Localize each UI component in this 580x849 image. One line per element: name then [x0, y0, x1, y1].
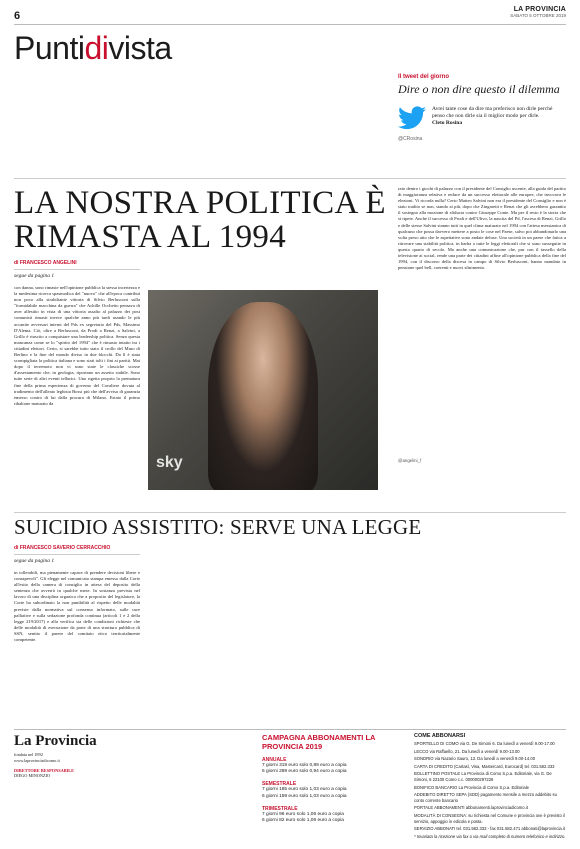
how-item: BONIFICO BANCARIO La Provincia di Como S.p.a. Editoriale: [414, 784, 529, 790]
article1-body-2: rato dentro i giochi di palazzo con il presidente del Consiglio uscente, alla guida del partito di maggioranza relativa e reduce da un successo elettorale alle europee, che invocava le elezioni. Vi ricorda nulla? Certo Matteo Salvini non era il presidente del Consiglio e non è stato tradito se non, stando ai più, dopo che Zingaretti e Renzi che gli avrebbero garantito il sostegno alla mozione di sfiducia contro Giuseppe Conte. Ma per il resto è la storia che si ripete. Anche il successo di Prodi e dell'Ulivo, la nascita del Pd, l'ascesa di Renzi, Grillo e delle stesse Salvini stanno tutti in quel clima maturato nel 1994 con l'attesa messianica di qualcuno che possa davvero mettere a posto le cose nel Paese, salvo poi abbandonarlo una volta preso atto che le aspettative sono andate deluse. Una società in un paese che fatica a ritrovare una stabilità politica, in barba a tutte le leggi elettorali che si sono susseguite in questo quarto di secolo. Ma anche una comunicazione che, pur con il tassello della televisione ai social, rende una parte dei cittadini affine all'opinione pubblica della fine del 1994, con il discorso della discesa in campo di Silvio Berlusconi, hanno mandato in pensione quel bell, coerenti e nuovi sfinimento.: [398, 186, 566, 271]
campaign-trimestrale-7: 7 giorni 96 euro solo 1,06 euro a copia: [262, 811, 344, 817]
article1-kicker: segue da pagina 1: [14, 273, 55, 279]
how-to-subscribe: [414, 733, 566, 839]
footer-divider: [14, 729, 566, 730]
how-title: COME ABBONARSI: [414, 733, 466, 739]
article2-headline: SUICIDIO ASSISTITO: SERVE UNA LEGGE: [14, 515, 422, 539]
footer-editor-label: DIRETTORE RESPONSABILE: [14, 767, 74, 773]
how-item: LECCO via Raffaello, 21. Da lunedì a venerdì 9.00-13.00: [414, 748, 520, 754]
paper-header: [510, 6, 566, 18]
campaign-trimestrale-6: 6 giorni 82 euro solo 1,06 euro a copia: [262, 818, 344, 824]
section-title-pre: Punti: [14, 30, 85, 66]
footer-site: www.laprovinciadicomo.it: [14, 757, 60, 763]
tweet-heading: Il tweet del giorno: [398, 74, 450, 80]
tweet-handle: @CRosina: [398, 136, 423, 142]
campaign-annuale-6: 6 giorni 289 euro solo 0,94 euro a copia: [262, 769, 347, 775]
footer-imprint: [14, 752, 144, 779]
campaign-annuale-7: 7 giorni 319 euro solo 0,89 euro a copia: [262, 763, 347, 768]
paper-date: SABATO 5 OTTOBRE 2019: [510, 13, 566, 18]
tweet-of-the-day: [398, 74, 566, 142]
campaign-trimestrale: TRIMESTRALE: [262, 805, 298, 812]
article1-byline: di FRANCESCO ANGELINI: [14, 260, 77, 266]
article1-col1: [14, 260, 140, 407]
how-item: SONDRIO via Nazario Sauro, 13. Da lunedì a venerdì 9.00-14.00: [414, 756, 536, 762]
page-number: 6: [14, 10, 21, 22]
article1-body-1: con danna, sono rimaste nell'opinione pubblica la stessa incertezza e la medesima ricerca spasmodica del "nuovo" che all'epoca contribuì non poco alla strabiliante vittoria di Silvio Berlusconi sulla "formidabile macchina da guerra" che Achille Occhetto pensava di aver allestito in vista di una vittoria assalto al palazzo dei post comunisti rimasti invece qualche anno più tardi usando le più accanite avversari interni del Pds ex segretario del Pds, Massimo D'Alema. Ciò, oltre a Berlusconi, da Prodi a Renzi, a Salvini, a Grillo è riuscito a conquistare una leadership politica. Senza questa mancanza come se lo "spirito del 1994" che è rimasto intatto tra i cittadini elettori. Certo, si sarebbe tutto stato il crollo del Muro di Berlino e la fine del mondo diviso in due blocchi. Da lì è stata scompigliata la politica italiana e sono stati tolti i fini ai partiti. Mai dopo il terremoto non vi sono state le classiche scosse d'assestamento che, in geologia, riportano un assetto stabile. Sono tutte serie di altri eventi tellurici. Uno rigetta proprio la prematura fine della prima esperienza di governo del Cavaliere dovuta al tradimento dell'alleato leghista Bossi più che dell'avviso di garanzia emesso contro di lui dalla procura di Milano. Estato il primo ribaltone maturato da: [14, 285, 140, 406]
article2-body-1: in tollerabili, ma pienamente capace di prendere decisioni libere e consapevoli". Gli elegge nel comunicato stampa emesso dalla Corte all'esito della camera di consiglio in attesa del deposito della sentenza che avverrà in qualche mese. In sostanza prevista nel lavoro di una disciplina organica che a proposito del legislatore, la Corte ha subordinato la non punibilità al rispetto delle modalità previste dalla normativa sul consenso informato, sulle cure palliative e sulla sedazione profonda continua (articoli 1 e 2 della legge 219/2017) e alla verifica sia delle condizioni richieste che delle modalità di esecuzione da parte di una struttura pubblica di SSN, sentito il parere del comitato etico territorialmente competente.: [14, 570, 140, 643]
divider: [14, 512, 566, 513]
tweet-body: [432, 106, 566, 130]
campaign-semestrale: SEMESTRALE: [262, 781, 297, 788]
how-item: PORTALE ABBONAMENTI abbonamenti.laprovinciadicomo.it: [414, 805, 528, 811]
campaign-semestrale-7: 7 giorni 185 euro solo 1,03 euro a copia: [262, 787, 347, 793]
section-title: [14, 32, 172, 64]
article2-kicker: segue da pagina 1: [14, 558, 55, 564]
article1-col4: [398, 186, 566, 271]
section-title-di: di: [84, 30, 109, 66]
how-note: * Invariata la ricezione via fax o via mail completo di numero telefonico e indirizzo.: [414, 833, 566, 839]
sky-logo: sky: [156, 454, 183, 471]
how-item: MODALITÀ DI CONSEGNA: su richiesta nel Comune e provincia ove è previsto il servizio, appoggio in edicola e posta.: [414, 812, 565, 824]
how-item: SPORTELLO DI COMO via G. De Simoni 6. Da lunedì a venerdì 9.00-17.00: [414, 741, 555, 746]
divider: [14, 178, 566, 179]
how-item: ADDEBITO DIRETTO SEPA (SDD) pagamento mensile a mezzo addebito su conto corrente bancario: [414, 792, 557, 803]
campaign-annuale: ANNUALE: [262, 757, 287, 763]
photo-figure: [208, 302, 318, 490]
article-photo: [148, 290, 378, 490]
footer-editor: DIEGO MINONZIO: [14, 773, 51, 779]
twitter-bird-icon: [398, 106, 426, 130]
caption-handle: @angelini_f: [398, 458, 422, 463]
top-divider: [14, 24, 566, 25]
how-item: CARTA DI CREDITO (Cartasì, Visa, Mastercard, Eurocard) tel. 031.582.333: [414, 763, 555, 769]
article2-col1: [14, 545, 140, 643]
section-title-post: vista: [108, 30, 172, 66]
how-item: BOLLETTINO POSTALE La Provincia di Como S.p.a. Editoriale, via G. De Simoni, 6 22100 Como c.c. 000000297226: [414, 771, 552, 782]
campaign-title: CAMPAGNA ABBONAMENTI LA PROVINCIA 2019: [262, 733, 376, 751]
article2-byline: di FRANCESCO SAVERIO CERRACCHIO: [14, 545, 111, 551]
tweet-text: Avrei tante cose da dire ma preferisco non dirle perché penso che non dirle sia il miglior modo per dirle.: [432, 106, 553, 119]
footer-masthead: La Provincia: [14, 733, 97, 749]
tweet-title: Dire o non dire questo il dilemma: [398, 82, 560, 96]
article1-headline: LA NOSTRA POLITICA È RIMASTA AL 1994: [14, 185, 386, 255]
tweet-author: Cleto Rosina: [432, 120, 463, 126]
article1-caption: [398, 458, 548, 464]
footer-founded: fondata nel 1892: [14, 752, 43, 757]
subscription-campaign: [262, 733, 404, 824]
campaign-semestrale-6: 6 giorni 159 euro solo 1,03 euro a copia: [262, 793, 347, 799]
how-item: SERVIZIO ABBONATI tel. 031.582.333 - fax 031.582.471 abbonati@laprovincia.it: [414, 826, 565, 832]
paper-name: LA PROVINCIA: [513, 6, 566, 13]
